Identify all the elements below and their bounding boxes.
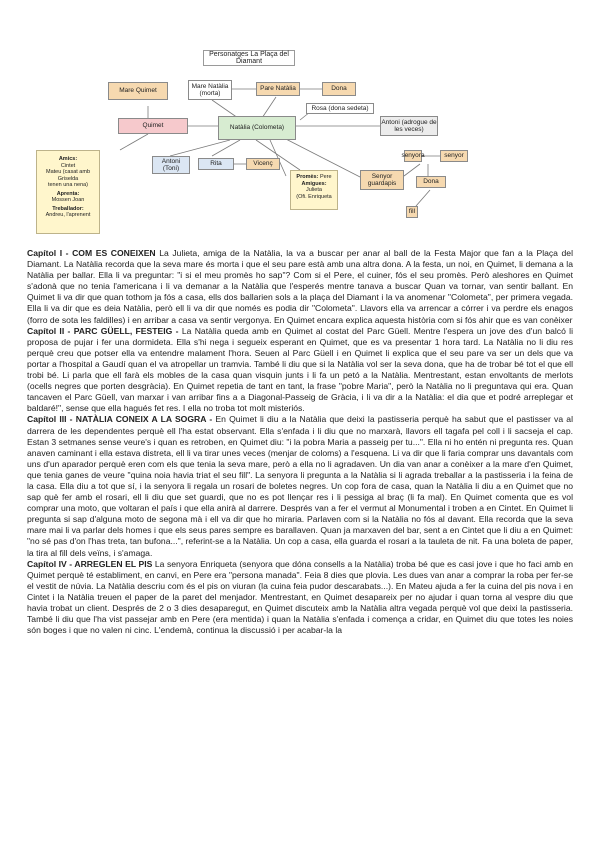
- note-quimet-aprenta-title: Aprenta:: [56, 190, 80, 197]
- node-senyor-guardapis: Senyor guardapis: [360, 170, 404, 190]
- node-rita: Rita: [198, 158, 234, 170]
- note-quimet-aprenta: Mossen Joan: [51, 197, 85, 203]
- chapter-2-heading: Capítol II - PARC GÜELL, FESTEIG -: [27, 325, 179, 336]
- note-quimet: [36, 150, 100, 234]
- chapter-4: [27, 559, 573, 637]
- note-natalia: [290, 170, 338, 210]
- chapter-1-heading: Capítol I - COM ES CONEIXEN: [27, 248, 156, 258]
- node-natalia: Natàlia (Colometa): [218, 116, 296, 140]
- node-senyora: senyora: [404, 150, 422, 162]
- node-senyor: senyor: [440, 150, 468, 162]
- node-mare-natalia: Mare Natàlia (morta): [188, 80, 232, 100]
- note-natalia-amigues-title: Amigues:: [301, 180, 327, 187]
- node-antoni-adroguer: Antoni (adrogue de les veces): [380, 116, 438, 136]
- note-quimet-treball-title: Treballador:: [52, 205, 84, 212]
- chapter-3-heading: Capítol III - NATÀLIA CONEIX A LA SOGRA -: [27, 414, 213, 425]
- node-dona: Dona: [322, 82, 356, 96]
- node-quimet: Quimet: [118, 118, 188, 134]
- note-natalia-promes-title: Promès:: [296, 174, 319, 180]
- chapter-3: [27, 414, 573, 558]
- chapter-4-text: La senyora Enriqueta (senyora que dóna consells a la Natàlia) troba bé que es casi jove i que ho faci amb en Quimet perquè té establiment, en canvi, en Pere era "persona manada". Feia 8 dies que plovia. Les dues van anar a comprar la roba per fer-se el vestit de núvia. La Natàlia descriu com és el pis on viuran (la cuina feia pudor descarabats...). En Mateu ajuda a fer la cuina del pis nova i en Cintet i la Natàlia treuen el paper de la paret del menjador. Mentrestant, en Quimet desapareix per no ajudar i quan torna al vespre diu que havia trobat un client. Després de 2 o 3 dies desaparegut, en Quimet discuteix amb la Natàlia altra vegada perquè vol que deixi la pastisseria. També li diu que l'ha vist passejar amb en Pere (era mentida) i quan la Natàlia s'enfada i comença a cridar, en Quimet diu que totes les noies són boges i que no valen ni cinc. L'endemà, continua la discussió i per acabar-la la: [27, 558, 574, 636]
- note-natalia-amigues: Julieta (Ofi. Enriqueta: [296, 187, 332, 200]
- note-quimet-amics: Cintet Mateu (casat amb Griselda tenen una nena): [45, 162, 91, 188]
- note-natalia-promes: Pere: [319, 174, 332, 180]
- chapter-2: [27, 326, 573, 415]
- chapter-1: [27, 248, 573, 326]
- document-body: [27, 248, 573, 636]
- chapter-4-heading: Capítol IV - ARREGLEN EL PIS: [27, 558, 153, 569]
- note-quimet-treball: Andreu, l'aprenent: [45, 212, 91, 218]
- chapter-2-text: La Natàlia queda amb en Quimet al costat del Parc Güell. Mentre l'espera un jove des d'un balcó li proposa de pujar i fer una dormideta. Ella s'hi nega i segueix esperant en Quimet, que es va presentar 1 hora tard. La Natàlia no li diu res perquè creu que potser ella va entendre malament l'hora. Seuen al Parc Güell i en Quimet li explica que el seu pare va ser un dels que va portar a l'hospital a Gaudí quan el va atropellar un tramvia. També li diu que si la Natàlia vol ser la seva dona, que ha de trobar bé tot el que ell trobi bé. Li parla que ell farà els mobles de la casa quan visquin junts i li fa un petó a la Natàlia. Mentrestant, estan envoltants de merlots (ocells negres que porten desgràcia). En Quimet repetia de tant en tant, la frase "pobre Maria", però la Natàlia no li preguntava qui era. Quan tancaven el Parc Güell, van marxar i van arribar fins a a Diagonal-Passeig de Gràcia, i li va dir a la Natàlia: el dia que et podré arreplegar et baldaré!", sense que ella hagués fet res. I ella no troba tot molt misteriós.: [27, 325, 573, 414]
- node-fill: fill: [406, 206, 418, 218]
- node-vicenc: Vicenç: [246, 158, 280, 170]
- node-mare-quimet: Mare Quimet: [108, 82, 168, 100]
- chapter-3-text: En Quimet li diu a la Natàlia que deixi la pastisseria perquè ha sabut que el pastisser va al darrera de les dependentes perquè ell l'ha estat observant. Ella s'enfada i li diu que no marxarà, llavors ell tagafa pel coll i li sacseja el cap. Estan 3 setmanes sense veure's i quan es retroben, en Quimet diu: "i la pobra Maria a passeig per tu...". Ella ni ho entén ni pregunta res. Quan anaven caminant i ella estava distreta, ell li va tirar unes veces (menjar de coloms) a l'esquena. Li va dir que li faria comprar uns davantals com uns d'un aparador perquè eren com els que tenia la seva mare, però a ella no li agradaven. Un dia van anar a conèixer a la mare d'en Quimet, que tenia ganes de veure "quina noia havia triat el seu fill". La senyora li pregunta a la Natàlia si li agrada treballar a la pastisseria i la feina de la casa. Ella diu a tot que sí, i la senyora li regala un rosari de boletes negres. Un cop fora de casa, quan la Natàlia li diu a en Quimet que no sap què fer amb el rosari, ell li diu que set guardi, que no es pot llençar res i li pessiga al braç (li fa mal). En Quimet comenta que es vol comprar una moto, que voltaran el país i que ella anirà al darrere. Després van a fer el vermut al Monumental i troben a en Cintet. En Quimet li pregunta si sap d'alguna moto de segona mà i ell va dir que ho miraria. Parlaven com si la Natàlia no fós al davant. Ella recorda que la seva mare mai li va parlar dels homes i que els seus pares sempre es barallaven. Quan ja marxaven del bar, sent a en Cintet que li diu a en Quimet: "no sé pas d'on l'has treta, tan bufona...", referint-se a la Natàlia. Un cop a casa, ella guarda el rosari a la tauleta de nit. Fa una boleta de paper, la tira al fill dels veïns, i s'amaga.: [27, 414, 573, 558]
- note-quimet-amics-title: Amics:: [58, 156, 78, 162]
- node-pare-natalia: Pare Natàlia: [256, 82, 300, 96]
- node-dona-2: Dona: [416, 176, 446, 188]
- chapter-1-text: La Julieta, amiga de la Natàlia, la va a buscar per anar al ball de la Festa Major que fan a la Plaça del Diamant. La Natàlia recorda que la seva mare és morta i que el seu pare està amb una altra dona. A la festa, un noi, en Quimet, li demana a la Natàlia per ballar. Ella li va preguntar: "i si el meu promès ho sap"? Com si el Pere, el cuiner, fós el seu promès. Però aleshores en Quimet s'adonà que no tenia l'americana i li va demanar a la Natàlia que l'esperés mentre tanava a buscar Quan va tornar, van sentir ballant. En Quimet li va dir que quan tothom ja fós a casa, ells dos ballarien sols a la plaça del Diamant i la va anomenar "Colometa", per primera vegada. Ella li va dir que es deia Natàlia, però ell li va dir que només es podia dir "Colometa". Llavors ella va arrencar a córrer i va perdre els enagos (forro de sota les faldilles) i en arribar a casa va sentir vergonya. En Quimet encara explica aquesta història com si fós ahir que es van conèixer: [27, 248, 573, 325]
- node-antoni-toni: Antoni (Toni): [152, 156, 190, 174]
- node-rosa: Rosa (dona sedeta): [306, 103, 374, 114]
- diagram-title: Personatges La Plaça del Diamant: [203, 50, 295, 66]
